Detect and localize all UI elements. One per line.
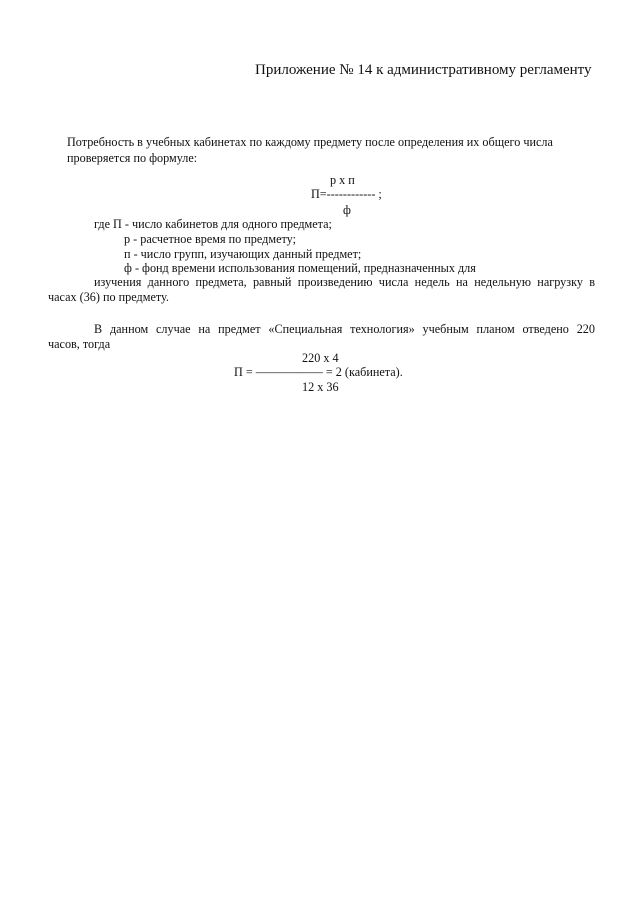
example-numerator: 220 х 4 [302, 351, 339, 365]
example-line-1: В данном случае на предмет «Специальная технология» учебным планом отведено 220 [94, 322, 595, 336]
example-line-2: часов, тогда [48, 337, 111, 351]
intro-line-1: Потребность в учебных кабинетах по каждому предмету после определения их общего числа [67, 135, 553, 149]
intro-line-2: проверяется по формуле: [67, 151, 198, 165]
legend-line-p-cap: где П - число кабинетов для одного предмета; [94, 217, 332, 231]
example-fraction: П = ———–—— = 2 (кабинета). [234, 365, 403, 379]
legend-line-f-cont-1: изучения данного предмета, равный произведению числа недель на недельную нагрузку в [94, 275, 595, 289]
example-denominator: 12 х 36 [302, 380, 339, 394]
legend-line-f-cont-2: часах (36) по предмету. [48, 290, 169, 304]
legend-line-n: п - число групп, изучающих данный предмет; [124, 247, 362, 261]
appendix-title: Приложение № 14 к административному регламенту [255, 62, 592, 78]
legend-line-r: р - расчетное время по предмету; [124, 232, 296, 246]
legend-line-f: ф - фонд времени использования помещений, предназначенных для [124, 261, 476, 275]
formula-denominator: ф [343, 203, 351, 217]
formula-fraction: П=------------ ; [311, 187, 382, 201]
formula-numerator: р х п [330, 173, 355, 187]
